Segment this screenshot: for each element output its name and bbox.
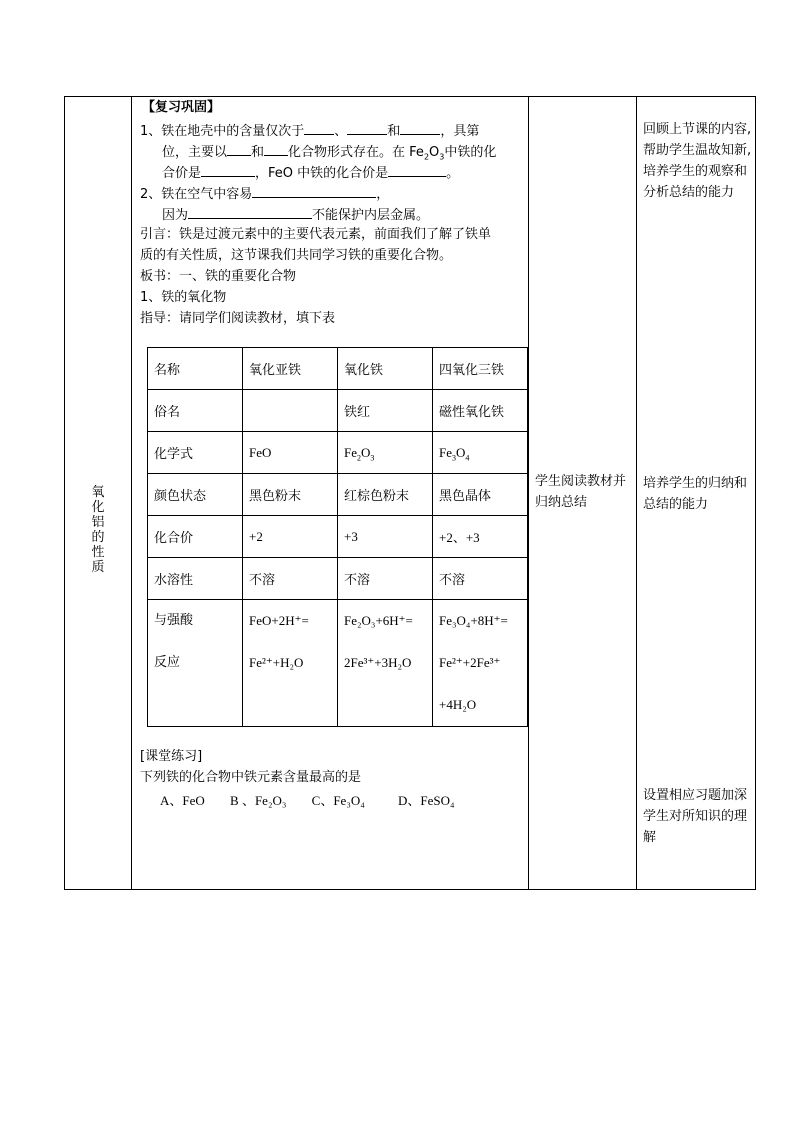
student-activity-column [529, 97, 637, 889]
option-d: D、FeSO₄ [398, 793, 455, 808]
table-row [148, 516, 528, 558]
q1-text: ，具第 [440, 124, 480, 139]
q2-text: 不能保护内层金属。 [312, 208, 430, 223]
table-cell: $Fe_3O_4$ [433, 432, 528, 474]
reaction-text: +4H₂O [439, 697, 477, 712]
table-row [148, 600, 528, 727]
reaction-text: Fe₂O₃+6H⁺= [344, 613, 413, 628]
reaction-text: FeO+2H⁺= [249, 613, 309, 628]
table-cell: 不溶 [338, 558, 433, 600]
question-2-line-2 [162, 205, 429, 225]
practice-options [160, 792, 477, 810]
table-cell: 颜色状态 [148, 474, 243, 516]
q1-text: 和 [387, 124, 401, 139]
table-cell: 四氧化三铁 [433, 348, 528, 390]
table-cell [338, 600, 433, 727]
iron-oxide-table [147, 347, 528, 727]
table-cell: 化学式 [148, 432, 243, 474]
cell-text: 反应 [154, 655, 181, 670]
purpose-text-1: 回顾上节课的内容,帮助学生温故知新,培养学生的观察和分析总结的能力 [643, 122, 752, 200]
purpose-text-3: 设置相应习题加深学生对所知识的理解 [643, 788, 748, 845]
practice-question: 下列铁的化合物中铁元素含量最高的是 [140, 770, 362, 785]
table-row [148, 390, 528, 432]
lesson-plan-table [64, 96, 756, 890]
table-row [148, 348, 528, 390]
review-heading: 【复习巩固】 [142, 100, 221, 115]
q1-text: 、 [334, 124, 348, 139]
table-cell: 红棕色粉末 [338, 474, 433, 516]
table-row [148, 432, 528, 474]
table-cell: 名称 [148, 348, 243, 390]
content-column [132, 97, 529, 889]
guide-text: 指导：请同学们阅读教材，填下表 [140, 311, 336, 326]
subsection-title: 1、铁的氧化物 [140, 290, 227, 305]
question-1-line-2: 位，主要以 和 化合物形式存在。在 $Fe_2O_3$中铁的化 [162, 142, 496, 162]
table-cell: 化合价 [148, 516, 243, 558]
table-cell [148, 600, 243, 727]
q1-text: 。 [446, 166, 460, 181]
table-cell [243, 600, 338, 727]
q1-text: ，FeO 中铁的化合价是 [255, 166, 389, 181]
section-title: 氧化铝的性质 [91, 485, 105, 575]
answer-blank [304, 121, 334, 135]
board-note: 板书：一、铁的重要化合物 [140, 269, 297, 284]
answer-blank [347, 121, 387, 135]
reaction-text: Fe²⁺+H₂O [249, 655, 304, 670]
table-cell: 铁红 [338, 390, 433, 432]
option-b: B 、Fe₂O₃ [230, 793, 287, 808]
q1-text: 和 [251, 145, 265, 160]
reaction-text: Fe²⁺+2Fe³⁺ [439, 655, 501, 670]
table-cell: 氧化铁 [338, 348, 433, 390]
option-c: C、Fe₃O₄ [311, 793, 365, 808]
design-purpose-column [637, 97, 756, 889]
table-cell: +3 [338, 516, 433, 558]
table-cell: 氧化亚铁 [243, 348, 338, 390]
table-cell: 水溶性 [148, 558, 243, 600]
option-a: A、FeO [160, 793, 205, 808]
q1-text: 中铁的化 [444, 145, 497, 160]
q2-text: 因为 [162, 208, 189, 223]
answer-blank [252, 184, 376, 198]
table-cell: 黑色晶体 [433, 474, 528, 516]
table-cell [433, 600, 528, 727]
q1-text: 1、铁在地壳中的含量仅次于 [140, 124, 305, 139]
question-1-line-1 [140, 121, 479, 141]
q1-text: 位，主要以 [162, 145, 228, 160]
table-cell: 磁性氧化铁 [433, 390, 528, 432]
question-1-line-3 [162, 163, 459, 183]
table-cell [243, 390, 338, 432]
reaction-text: Fe₃O₄+8H⁺= [439, 613, 508, 628]
table-cell: +2、+3 [433, 516, 528, 558]
intro-line-2: 质的有关性质，这节课我们共同学习铁的重要化合物。 [140, 248, 453, 263]
answer-blank [201, 163, 255, 177]
q2-text: ， [376, 187, 390, 202]
table-cell: 俗名 [148, 390, 243, 432]
purpose-text-2: 培养学生的归纳和总结的能力 [643, 476, 748, 512]
answer-blank [388, 163, 446, 177]
cell-text: 与强酸 [154, 613, 194, 628]
table-cell: $Fe_2O_3$ [338, 432, 433, 474]
answer-blank [227, 142, 251, 156]
question-2-line-1 [140, 184, 389, 204]
q2-text: 2、铁在空气中容易 [140, 187, 253, 202]
table-cell: 黑色粉末 [243, 474, 338, 516]
answer-blank [400, 121, 440, 135]
q1-text: 化合物形式存在。在 Fe [288, 145, 424, 160]
table-row [148, 474, 528, 516]
student-activity-text: 学生阅读教材并归纳总结 [535, 474, 627, 510]
table-cell: FeO [243, 432, 338, 474]
answer-blank [264, 142, 288, 156]
q1-text: O [429, 145, 440, 160]
reaction-text: 2Fe³⁺+3H₂O [344, 655, 412, 670]
q1-text: 合价是 [162, 166, 202, 181]
practice-heading: [课堂练习] [140, 749, 203, 764]
answer-blank [188, 205, 312, 219]
table-cell: 不溶 [243, 558, 338, 600]
table-cell: +2 [243, 516, 338, 558]
section-column [65, 97, 132, 889]
intro-line-1: 引言：铁是过渡元素中的主要代表元素，前面我们了解了铁单 [140, 227, 492, 242]
table-row [148, 558, 528, 600]
table-cell: 不溶 [433, 558, 528, 600]
